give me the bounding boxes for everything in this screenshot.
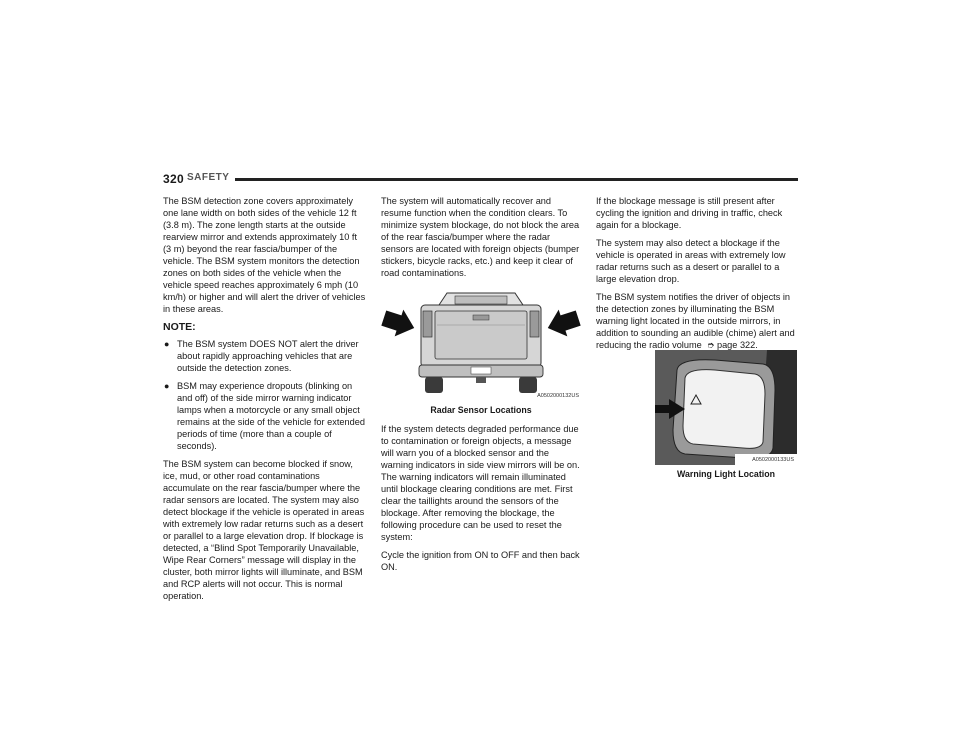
note-bullet xyxy=(163,380,366,452)
arrow-right xyxy=(543,305,581,342)
bullet-text: The BSM system DOES NOT alert the driver about rapidly approaching vehicles that are outside the detection zones. xyxy=(177,339,359,373)
header-rule xyxy=(235,178,798,181)
column-3 xyxy=(596,195,798,357)
page-number: 320 xyxy=(163,172,184,186)
blockage-paragraph: The BSM system can become blocked if snow, ice, mud, or other road contaminations accumulate on the rear fascia/bumper where the radar sensors are located. The system may also detect blockage if the vehicle is operated in areas with extremely low radar returns such as a desert or parallel to a large elevation drop. If blockage is detected, a “Blind Spot Temporarily Unavailable, Wipe Rear Corners” message will display in the cluster, both mirror lights will illuminate, and BSM and RCP alerts will not occur. This is normal operation. xyxy=(163,459,365,601)
check-paragraph: If the blockage message is still present after cycling the ignition and driving in traffic, check again for a blockage. xyxy=(596,196,783,230)
figure-caption: Radar Sensor Locations xyxy=(430,405,532,415)
arrow-left xyxy=(381,305,419,342)
degraded-paragraph: If the system detects degraded performance due to contamination or foreign objects, a message will warn you of a blocked sensor and the warning indicators in side view mirrors will be on. The warning indicators will remain illuminated until blockage clearing conditions are met. First clear the taillights around the sensors of the blockage. After removing the blockage, the following procedure can be used to reset the system: xyxy=(381,424,580,542)
page-reference-icon: ➮ xyxy=(706,340,715,350)
note-bullet xyxy=(163,338,366,374)
notify-text: The BSM system notifies the driver of objects in the detection zones by illuminating the BSM warning light located in the outside mirrors, in addition to sounding an audible (chime) alert and reducing the radio volume xyxy=(596,292,795,350)
section-title: SAFETY xyxy=(187,172,230,183)
radar-sensor-figure xyxy=(381,285,581,403)
warning-light-figure xyxy=(655,350,797,465)
figure-code: A0502000132US xyxy=(537,393,579,399)
column-2 xyxy=(381,195,581,285)
page-header xyxy=(163,172,798,184)
notify-paragraph xyxy=(596,291,798,351)
page-reference-link[interactable]: page 322. xyxy=(716,340,758,350)
intro-paragraph: The BSM detection zone covers approximately one lane width on both sides of the vehicle 12 ft (3.8 m). The zone length starts at the outside rearview mirror and extends approximately 10 ft (3 m) beyond the rear fascia/bumper of the vehicle. The BSM system monitors the detection zones on both sides of the vehicle when the vehicle speed reaches approximately 6 mph (10 km/h) or higher and will alert the driver of vehicles in these areas. xyxy=(163,196,366,314)
figure-caption: Warning Light Location xyxy=(677,469,775,479)
bullet-icon: ● xyxy=(164,339,170,349)
truck-rear-illustration xyxy=(381,285,581,403)
cycle-paragraph: Cycle the ignition from ON to OFF and then back ON. xyxy=(381,550,580,572)
low-radar-paragraph: The system may also detect a blockage if the vehicle is operated in areas with extremely low radar returns such as a desert or parallel to a large elevation drop. xyxy=(596,238,786,284)
figure-code: A0502000133US xyxy=(752,457,794,463)
column-1 xyxy=(163,195,366,608)
column-2-lower xyxy=(381,423,581,579)
mirror-illustration xyxy=(655,350,797,465)
recovery-paragraph: The system will automatically recover and resume function when the condition clears. To minimize system blockage, do not block the area of the rear fascia/bumper where the radar sensors are located with foreign objects (bumper stickers, bicycle racks, etc.) and keep it clear of road contaminations. xyxy=(381,196,580,278)
note-heading: NOTE: xyxy=(163,321,196,333)
bullet-text: BSM may experience dropouts (blinking on and off) of the side mirror warning indicator lamps when a motorcycle or any small object remains at the side of the vehicle for extended periods of time (more than a couple of seconds). xyxy=(177,381,365,451)
bullet-icon: ● xyxy=(164,381,170,391)
